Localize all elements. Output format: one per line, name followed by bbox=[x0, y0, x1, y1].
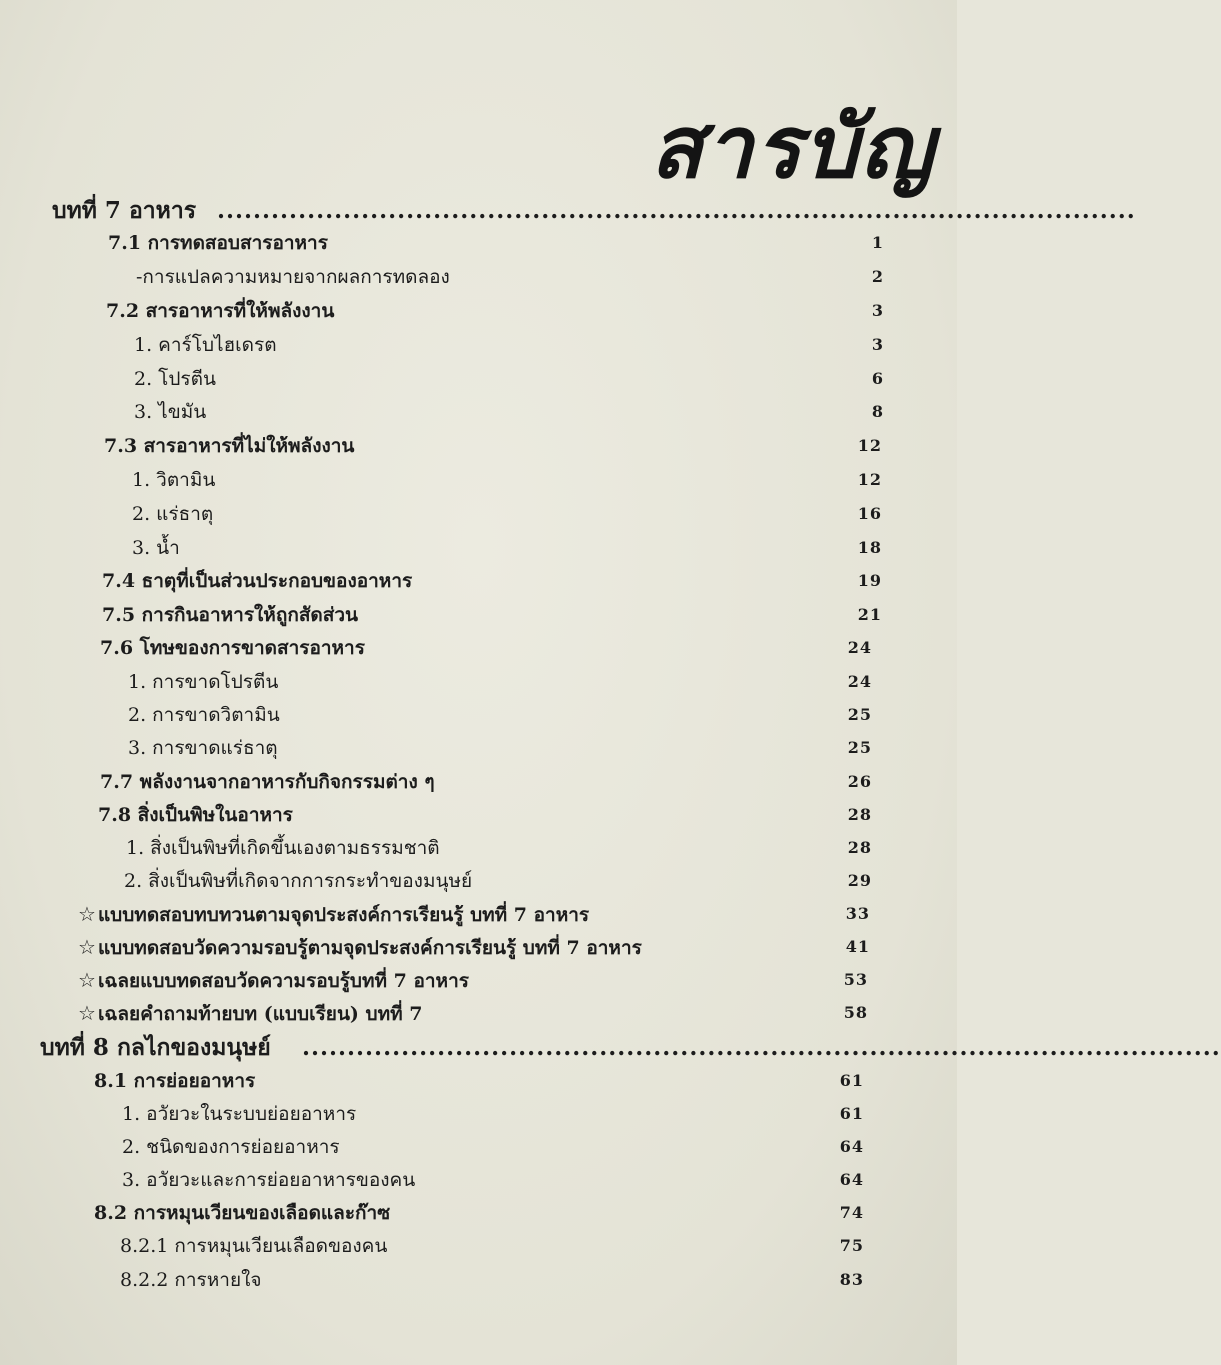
toc-entry-label: เฉลยคำถามท้ายบท (แบบเรียน) บทที่ 7 bbox=[97, 1003, 423, 1025]
toc-entry-page: 2 bbox=[871, 267, 884, 286]
toc-entry-page: 41 bbox=[845, 937, 870, 956]
toc-entry-page: 75 bbox=[839, 1236, 864, 1255]
toc-entry-page: 24 bbox=[847, 672, 872, 691]
toc-entry-page: 12 bbox=[857, 470, 882, 489]
toc-entry-label: 8.1 การย่อยอาหาร bbox=[94, 1070, 256, 1092]
toc-entry-page: 21 bbox=[857, 605, 882, 624]
toc-entry-label: 1. สิ่งเป็นพิษที่เกิดขึ้นเองตามธรรมชาติ bbox=[126, 837, 440, 859]
toc-entry-page: 26 bbox=[847, 772, 872, 791]
toc-entry-page: 3 bbox=[871, 301, 884, 320]
toc-entry-label: 8.2.1 การหมุนเวียนเลือดของคน bbox=[120, 1235, 388, 1257]
toc-entry-label: เฉลยแบบทดสอบวัดความรอบรู้บทที่ 7 อาหาร bbox=[97, 970, 469, 992]
toc-entry-label: -การแปลความหมายจากผลการทดลอง bbox=[136, 266, 450, 288]
toc-entry-page: 3 bbox=[871, 335, 884, 354]
toc-entry-page: 83 bbox=[839, 1270, 864, 1289]
toc-entry-label: 8.2.2 การหายใจ bbox=[120, 1269, 262, 1291]
toc-entry-page: 25 bbox=[847, 738, 872, 757]
toc-entry-page: 29 bbox=[847, 871, 872, 890]
toc-entry-page: 61 bbox=[839, 1104, 864, 1123]
toc-entry-label: 7.3 สารอาหารที่ไม่ให้พลังงาน bbox=[104, 435, 355, 457]
toc-entry-page: 64 bbox=[839, 1137, 864, 1156]
chapter-8-label: บทที่ 8 กลไกของมนุษย์ bbox=[40, 1034, 271, 1061]
toc-entry-page: 25 bbox=[847, 705, 872, 724]
toc-entry-label: 1. วิตามิน bbox=[132, 469, 216, 491]
toc-entry-page: 28 bbox=[847, 805, 872, 824]
chapter-7-label: บทที่ 7 อาหาร bbox=[52, 197, 197, 224]
toc-entry-label: 2. แร่ธาตุ bbox=[132, 503, 214, 525]
toc-entry-label: 1. คาร์โบไฮเดรต bbox=[134, 334, 277, 356]
toc-entry-label: 7.1 การทดสอบสารอาหาร bbox=[108, 232, 328, 254]
toc-entry-label: 2. ชนิดของการย่อยอาหาร bbox=[122, 1136, 340, 1158]
toc-entry-page: 12 bbox=[857, 436, 882, 455]
star-icon: ☆ bbox=[78, 1001, 96, 1025]
toc-entry-label: 2. สิ่งเป็นพิษที่เกิดจากการกระทำของมนุษย์ bbox=[124, 870, 473, 892]
toc-entry-label: 7.6 โทษของการขาดสารอาหาร bbox=[100, 637, 365, 659]
toc-entry-label: 7.2 สารอาหารที่ให้พลังงาน bbox=[106, 300, 335, 322]
toc-entry-page: 18 bbox=[857, 538, 882, 557]
toc-entry-page: 8 bbox=[871, 402, 884, 421]
chapter-8-leader: ...................................................................................................... bbox=[302, 1034, 1221, 1061]
toc-entry-label: 2. การขาดวิตามิน bbox=[128, 704, 280, 726]
page-title: สารบัญ bbox=[650, 98, 935, 198]
chapter-7-heading bbox=[52, 196, 1136, 226]
toc-entry-page: 24 bbox=[847, 638, 872, 657]
toc-entry-label: 7.5 การกินอาหารให้ถูกสัดส่วน bbox=[102, 604, 359, 626]
star-icon: ☆ bbox=[78, 902, 96, 926]
toc-entry-page: 64 bbox=[839, 1170, 864, 1189]
toc-entry-page: 33 bbox=[845, 904, 870, 923]
star-icon: ☆ bbox=[78, 935, 96, 959]
toc-entry-label: 7.7 พลังงานจากอาหารกับกิจกรรมต่าง ๆ bbox=[100, 771, 435, 793]
toc-entry-label: แบบทดสอบวัดความรอบรู้ตามจุดประสงค์การเรียนรู้ บทที่ 7 อาหาร bbox=[97, 937, 642, 959]
toc-entry-label: แบบทดสอบทบทวนตามจุดประสงค์การเรียนรู้ บทที่ 7 อาหาร bbox=[97, 904, 590, 926]
toc-entry-page: 28 bbox=[847, 838, 872, 857]
star-icon: ☆ bbox=[78, 968, 96, 992]
toc-entry-label: 7.8 สิ่งเป็นพิษในอาหาร bbox=[98, 804, 293, 826]
chapter-7-leader: ...................................................................................................... bbox=[217, 197, 1136, 224]
toc-entry-label: 1. อวัยวะในระบบย่อยอาหาร bbox=[122, 1103, 357, 1125]
toc-entry-label: 3. อวัยวะและการย่อยอาหารของคน bbox=[122, 1169, 416, 1191]
toc-entry-page: 6 bbox=[871, 369, 884, 388]
toc-entry-page: 1 bbox=[871, 233, 884, 252]
toc-entry-page: 61 bbox=[839, 1071, 864, 1090]
toc-entry-label: 2. โปรตีน bbox=[134, 368, 216, 390]
toc-entry-label: 1. การขาดโปรตีน bbox=[128, 671, 279, 693]
toc-entry-page: 16 bbox=[857, 504, 882, 523]
chapter-8-heading bbox=[40, 1033, 1221, 1063]
toc-entry-label: 3. น้ำ bbox=[132, 537, 180, 559]
toc-entry-label: 3. ไขมัน bbox=[134, 401, 207, 423]
toc-entry-label: 8.2 การหมุนเวียนของเลือดและก๊าซ bbox=[94, 1202, 391, 1224]
toc-entry-page: 19 bbox=[857, 571, 882, 590]
toc-entry-label: 3. การขาดแร่ธาตุ bbox=[128, 737, 278, 759]
toc-entry-page: 74 bbox=[839, 1203, 864, 1222]
toc-entry-page: 58 bbox=[843, 1003, 868, 1022]
toc-entry-page: 53 bbox=[843, 970, 868, 989]
toc-entry-label: 7.4 ธาตุที่เป็นส่วนประกอบของอาหาร bbox=[102, 570, 413, 592]
